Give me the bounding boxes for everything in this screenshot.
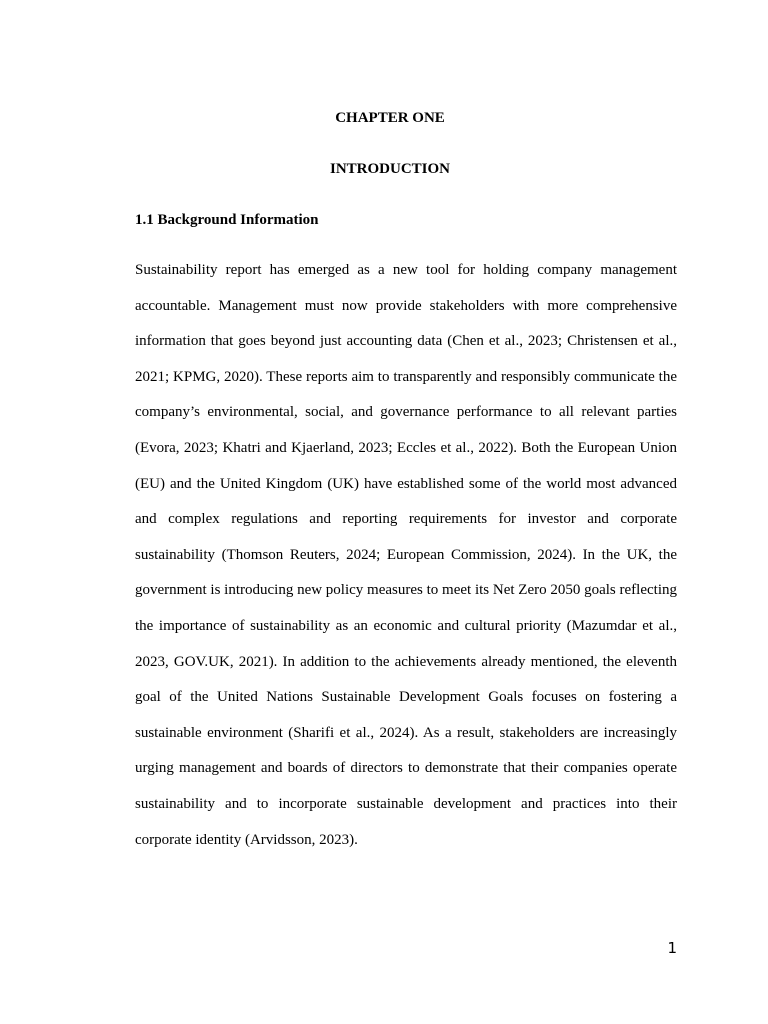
body-paragraph: Sustainability report has emerged as a new tool for holding company management accountable. Management must now provide stakeholders with more comprehensive information that goes beyond just accounting data (Chen et al., 2023; Christensen et al., 2021; KPMG, 2020). These reports aim to transparently and responsibly communicate the company’s environmental, social, and governance performance to all relevant parties (Evora, 2023; Khatri and Kjaerland, 2023; Eccles et al., 2022). Both the European Union (EU) and the United Kingdom (UK) have established some of the world most advanced and complex regulations and reporting requirements for investor and corporate sustainability (Thomson Reuters, 2024; European Commission, 2024). In the UK, the government is introducing new policy measures to meet its Net Zero 2050 goals reflecting the importance of sustainability as an economic and cultural priority (Mazumdar et al., 2023, GOV.UK, 2021). In addition to the achievements already mentioned, the eleventh goal of the United Nations Sustainable Development Goals focuses on fostering a sustainable environment (Sharifi et al., 2024). As a result, stakeholders are increasingly urging management and boards of directors to demonstrate that their companies operate sustainability and to incorporate sustainable development and practices into their corporate identity (Arvidsson, 2023). bbox=[135, 262, 677, 848]
section-heading: 1.1 Background Information bbox=[135, 212, 319, 228]
page-number: 1 bbox=[667, 939, 677, 957]
chapter-label: CHAPTER ONE bbox=[335, 110, 445, 126]
chapter-title: INTRODUCTION bbox=[329, 161, 450, 177]
